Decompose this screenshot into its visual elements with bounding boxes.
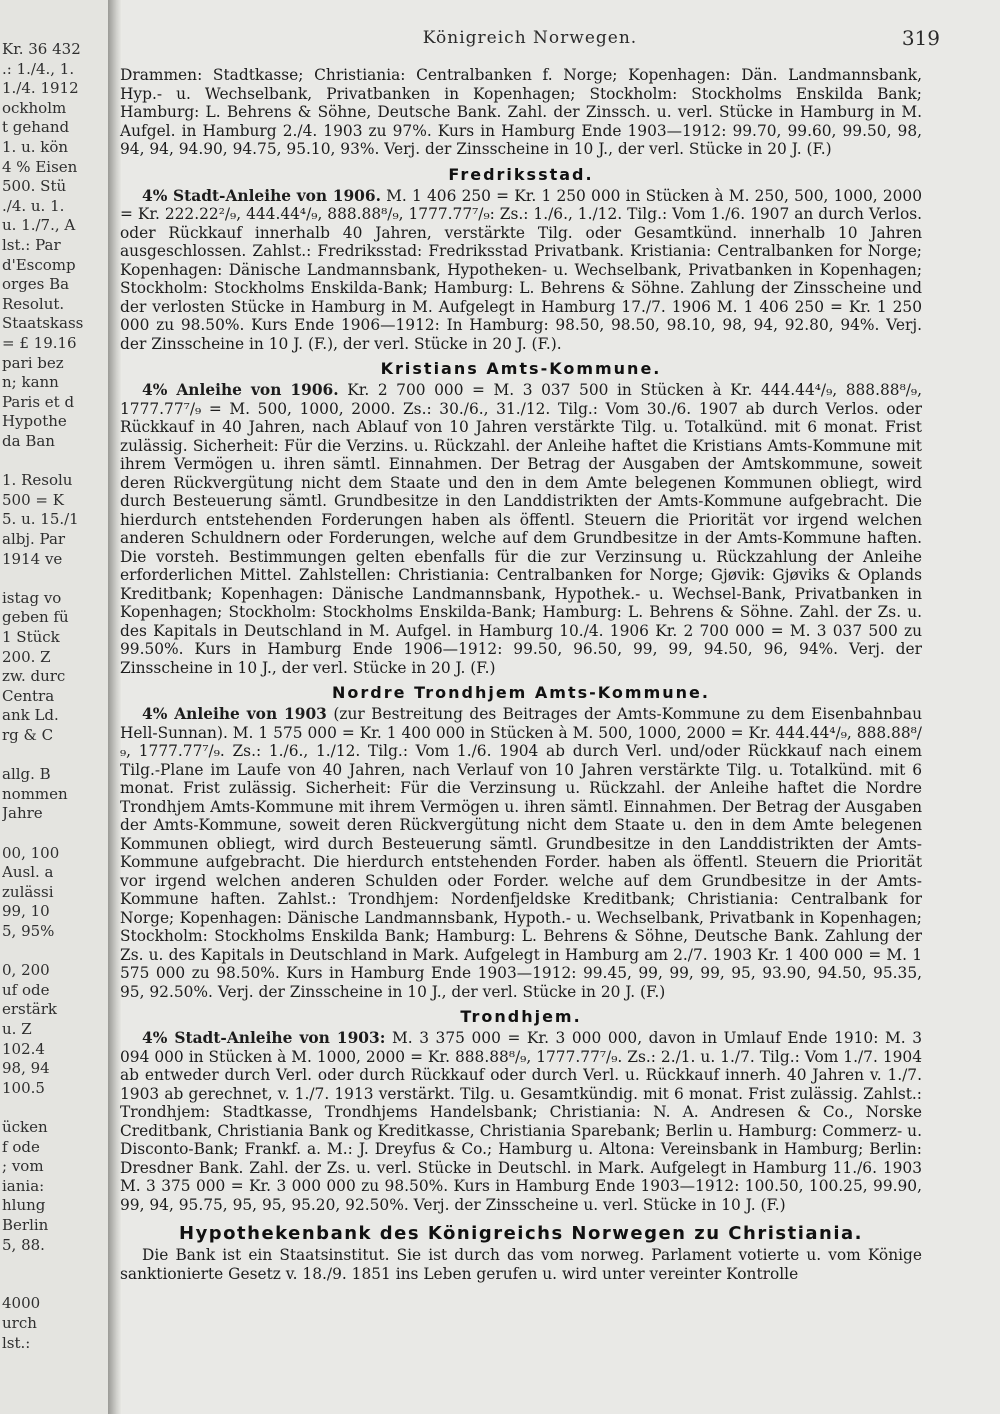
facing-page-line: uf ode bbox=[2, 980, 50, 999]
nordre-paragraph bbox=[120, 705, 922, 1001]
facing-page-line: Ausl. a bbox=[2, 863, 54, 882]
facing-page-line: 1914 ve bbox=[2, 549, 63, 568]
facing-page-line: 4000 bbox=[2, 1294, 41, 1313]
facing-page-line: zulässi bbox=[2, 882, 54, 901]
trondhjem-text: M. 3 375 000 = Kr. 3 000 000, davon in Umlauf Ende 1910: M. 3 094 000 in Stücken à M. 1000, 2000 = Kr. 888.88⁸/₉, 1777.77⁷/₉. Zs.: 2./1. u. 1./7. Tilg.: Vom 1./7. 1904 ab entweder durch Verl. oder durch Rückkauf oder durch Verl. u. Rückkauf innerh. 40 Jahren v. 1./7. 1903 ab gerechnet, v. 1./7. 1913 verstärkt. Tilg. u. Gesamtkündig. mit 6 monat. Frist zulässig. Zahlst.: Trondhjem: Stadtkasse, Trondhjems Handelsbank; Christiania: N. A. Andresen & Co., Norske Creditbank, Christiania Bank og Kreditkasse, Christiania Sparebank; Berlin u. Hamburg: Commerz- u. Disconto-Bank; Frankf. a. M.: J. Dreyfus & Co.; Hamburg u. Altona: Vereinsbank in Hamburg; Berlin: Dresdner Bank. Zahl. der Zs. u. verl. Stücke in Deutschl. in Mark. Aufgelegt in Hamburg 11./6. 1903 M. 3 375 000 = Kr. 3 000 000 zu 98.50%. Kurs in Hamburg Ende 1903—1912: 100.50, 100.25, 99.90, 99, 94, 95.75, 95, 95, 95.20, 92.50%. Verj. der Zinsscheine u. verl. Stücke in 10 J. (F.) bbox=[120, 1029, 922, 1214]
facing-page-line: Staatskass bbox=[2, 314, 84, 333]
facing-page-line: ; vom bbox=[2, 1157, 44, 1176]
facing-page-line: 0, 200 bbox=[2, 961, 50, 980]
facing-page-line: n; kann bbox=[2, 373, 59, 392]
facing-page-line: zw. durc bbox=[2, 667, 66, 686]
section-heading-fredriksstad: Fredriksstad. bbox=[448, 164, 594, 184]
facing-page-line: ücken bbox=[2, 1118, 48, 1136]
facing-page-line: Resolut. bbox=[2, 294, 65, 313]
page-header bbox=[120, 28, 940, 58]
kristians-paragraph bbox=[120, 381, 922, 677]
facing-page-line: 5, 95% bbox=[2, 922, 55, 940]
section-heading-kristians: Kristians Amts-Kommune. bbox=[380, 359, 662, 378]
facing-page-line: urch bbox=[2, 1314, 37, 1332]
facing-page-line: 5. u. 15./1 bbox=[2, 510, 79, 529]
fredriksstad-text: M. 1 406 250 = Kr. 1 250 000 in Stücken à M. 250, 500, 1000, 2000 = Kr. 222.22²/₉, 444.44⁴/₉, 888.88⁸/₉, 1777.77⁷/₉: Zs.: 1./6., 1./12. Tilg.: Vom 1./6. 1907 an durch Verlos. oder Rückkauf innerhalb 40 Jahren, verstärkte Tilg. oder Gesamtkünd. innerhalb 10 Jahren ausgeschlossen. Zahlst.: Fredriksstad: Fredriksstad Privatbank. Kristiania: Centralbanken for Norge; Kopenhagen: Dänische Landmannsbank, Hypotheken- u. Wechselbank, Privatbanken in Kopenhagen; Stockholm: Stockholms Enskilda-Bank; Hamburg: L. Behrens & Söhne. Zahlung der Zinsscheine und der verlosten Stücke in Hamburg in M. Aufgelegt in Hamburg 17./7. 1906 M. 1 406 250 = Kr. 1 250 000 zu 98.50%. Kurs Ende 1906—1912: In Hamburg: 98.50, 98.50, 98.10, 98, 94, 92.80, 94%. Verj. der Zinsscheine in 10 J. (F.), der verl. Stücke in 20 J. (F.). bbox=[120, 186, 922, 353]
facing-page-line: hlung bbox=[2, 1196, 46, 1215]
facing-page-line: 4 % Eisen bbox=[2, 157, 78, 176]
facing-page-line: 1. Resolu bbox=[2, 471, 73, 490]
facing-page-line: 102.4 bbox=[2, 1039, 45, 1058]
facing-page-line: 500 = K bbox=[2, 490, 64, 509]
facing-page-line: 500. Stü bbox=[2, 177, 67, 196]
facing-page-line: albj. Par bbox=[2, 530, 66, 548]
facing-page-line: 5, 88. bbox=[2, 1235, 45, 1254]
intro-paragraph: Drammen: Stadtkasse; Christiania: Centralbanken f. Norge; Kopenhagen: Dän. Landmannsbank, Hyp.- u. Wechselbank, Privatbanken in Kopenhagen; Stockholm: Stockholms Enskilda Bank; Hamburg: L. Behrens & Söhne, Deutsche Bank. Zahl. der Zinssch. u. verl. Stücke in Hamburg in M. Aufgel. in Hamburg 2./4. 1903 zu 97%. Kurs in Hamburg Ende 1903—1912: 99.70, 99.60, 99.50, 98, 94, 94, 94.90, 94.75, 95.10, 93%. Verj. der Zinsscheine in 10 J., der verl. Stücke in 20 J. (F.) bbox=[120, 66, 922, 158]
facing-page-line: Paris et d bbox=[2, 392, 75, 411]
facing-page-line: lst.: Par bbox=[2, 236, 61, 254]
trondhjem-paragraph bbox=[120, 1029, 922, 1214]
facing-page-line: d'Escomp bbox=[2, 255, 76, 274]
facing-page-line: 98, 94 bbox=[2, 1059, 50, 1078]
kristians-text: Kr. 2 700 000 = M. 3 037 500 in Stücken à Kr. 444.44⁴/₉, 888.88⁸/₉, 1777.77⁷/₉ = M. 500, 1000, 2000. Zs.: 30./6., 31./12. Tilg.: Vom 30./6. 1907 ab durch Verlos. oder Rückkauf in 40 Jahren, nach Ablauf von 10 Jahren verstärkte Tilg. u. Totalkünd. mit 6 monat. Frist zulässig. Sicherheit: Für die Verzins. u. Rückzahl. der Anleihe haftet die Kristians Amts-Kommune mit ihrem Vermögen u. ihren sämtl. Einnahmen. Der Betrag der Ausgaben der Amtskommune, soweit deren Rückvergütung nicht dem Staate und den in dem Amte belegenen Kommunen obliegt, wird durch Besteuerung sämtl. Grundbesitze in den Landdistrikten der Amts-Kommune aufgebracht. Die hierdurch entstehenden Forderungen haben als öffentl. Steuern die Priorität vor irgend welchen anderen Schuldnern oder Forderungen, welche auf dem Grundbesitze in der Amts-Kommune haften. Die vorsteh. Bestimmungen gelten ebenfalls für die zur Verzinsung u. Rückzahlung der Anleihe erforderlichen Mittel. Zahlstellen: Christiania: Centralbanken for Norge; Gjøvik: Gjøviks & Oplands Kreditbank; Kopenhagen: Dänische Landmannsbank, Hypothek.- u. Wechsel-Bank, Privatbanken in Kopenhagen; Stockholm: Stockholms Enskilda-Bank; Hamburg: L. Behrens & Söhne. Zahl. der Zs. u. des Kapitals in Deutschland in M. Aufgel. in Hamburg 10./4. 1906 Kr. 2 700 000 = M. 3 037 500 zu 99.50%. Kurs in Hamburg Ende 1906—1912: 99.50, 96.50, 99, 99, 94.50, 96, 94%. Verj. der Zinsscheine in 10 J., der verl. Stücke in 20 J. (F.) bbox=[120, 381, 922, 677]
facing-page-line: istag vo bbox=[2, 588, 62, 607]
facing-page-line: lst.: bbox=[2, 1333, 31, 1352]
facing-page-line: geben fü bbox=[2, 608, 69, 627]
facing-page-line: da Ban bbox=[2, 432, 55, 450]
facing-page-line: Centra bbox=[2, 686, 55, 705]
facing-page-line: iania: bbox=[2, 1176, 45, 1195]
facing-page-line: 1. u. kön bbox=[2, 138, 69, 156]
facing-page-line: Kr. 36 432 bbox=[2, 40, 81, 58]
page-body bbox=[120, 66, 922, 1283]
section-heading-trondhjem: Trondhjem. bbox=[460, 1007, 582, 1026]
facing-page-line: t gehand bbox=[2, 118, 70, 137]
facing-page-line: .: 1./4., 1. bbox=[2, 59, 75, 78]
facing-page-line: 99, 10 bbox=[2, 902, 50, 921]
facing-page-line: u. Z bbox=[2, 1020, 32, 1038]
facing-page-line: 200. Z bbox=[2, 647, 51, 666]
nordre-lead: 4% Anleihe von 1903 bbox=[142, 705, 327, 723]
section-heading-nordre-trondhjem: Nordre Trondhjem Amts-Kommune. bbox=[332, 683, 710, 702]
facing-page-line: Berlin bbox=[2, 1216, 49, 1234]
facing-page-line: f ode bbox=[2, 1137, 40, 1156]
hypothekenbank-paragraph: Die Bank ist ein Staatsinstitut. Sie ist durch das vom norweg. Parlament votierte u. vom Könige sanktionierte Gesetz v. 18./9. 1851 ins Leben gerufen u. wird unter vereinter Kontrolle bbox=[120, 1246, 922, 1283]
facing-page-line: 1./4. 1912 bbox=[2, 79, 79, 98]
facing-page-line: erstärk bbox=[2, 1000, 57, 1019]
facing-page-line: ockholm bbox=[2, 98, 67, 117]
facing-page-line: u. 1./7., A bbox=[2, 216, 76, 235]
facing-page-line: pari bez bbox=[2, 353, 64, 372]
facing-page-line: ./4. u. 1. bbox=[2, 196, 65, 215]
section-heading-hypothekenbank: Hypothekenbank des Königreichs Norwegen zu Christiania. bbox=[179, 1223, 863, 1244]
facing-page-line: rg & C bbox=[2, 726, 54, 744]
facing-page-line: 100.5 bbox=[2, 1078, 45, 1097]
facing-page-line: Jahre bbox=[2, 804, 43, 823]
facing-page-line: nommen bbox=[2, 784, 68, 803]
fredriksstad-lead: 4% Stadt-Anleihe von 1906. bbox=[142, 186, 381, 205]
trondhjem-lead: 4% Stadt-Anleihe von 1903: bbox=[142, 1029, 386, 1047]
facing-page-line: allg. B bbox=[2, 765, 51, 784]
facing-page-line: Hypothe bbox=[2, 412, 67, 431]
facing-page-line: 00, 100 bbox=[2, 843, 60, 862]
facing-page-line: orges Ba bbox=[2, 275, 70, 294]
page-number: 319 bbox=[901, 26, 940, 50]
facing-page-line: 1 Stück bbox=[2, 628, 60, 646]
kristians-lead: 4% Anleihe von 1906. bbox=[142, 381, 339, 399]
facing-page-line: = £ 19.16 bbox=[2, 334, 77, 352]
facing-page-line: ank Ld. bbox=[2, 706, 59, 725]
running-title: Königreich Norwegen. bbox=[422, 28, 638, 48]
nordre-text: (zur Bestreitung des Beitrages der Amts-Kommune zu dem Eisenbahnbau Hell-Sunnan). M. 1 575 000 = Kr. 1 400 000 in Stücken à M. 500, 1000, 2000 = Kr. 444.44⁴/₉, 888.88⁸/₉, 1777.77⁷/₉. Zs.: 1./6., 1./12. Tilg.: Vom 1./6. 1904 ab durch Verl. und/oder Rückkauf nach einem Tilg.-Plane im Laufe von 40 Jahren, nach Verlauf von 10 Jahren verstärkte Tilg. u. Totalkünd. mit 6 monat. Frist zulässig. Sicherheit: Für die Verzinsung u. Rückzahl. der Anleihe haftet die Nordre Trondhjem Amts-Kommune mit ihrem Vermögen u. ihren sämtl. Einnahmen. Der Betrag der Ausgaben der Amts-Kommune, soweit deren Rückvergütung nicht dem Staate u. den in dem Amte belegenen Kommunen obliegt, wird durch Besteuerung sämtl. Grundbesitze in den Landdistrikten der Amts-Kommune aufgebracht. Die hierdurch entstehenden Forder. haben als öffentl. Steuern die Priorität vor irgend welchen anderen Schulden oder Forder. welche auf dem Grundbesitze in der Amts-Kommune haften. Zahlst.: Trondhjem: Nordenfjeldske Kreditbank; Christiania: Centralbank for Norge; Kopenhagen: Dänische Landmannsbank, Hypoth.- u. Wechselbank, Privatbank in Kopenhagen; Stockholm: Stockholms Enskilda Bank; Hamburg: L. Behrens & Söhne, Deutsche Bank. Zahlung der Zs. u. des Kapitals in Deutschland in Mark. Aufgelegt in Hamburg am 2./7. 1903 Kr. 1 400 000 = M. 1 575 000 zu 98.50%. Kurs in Hamburg Ende 1903—1912: 99.45, 99, 99, 99, 95, 93.90, 94.50, 95.35, 95, 92.50%. Verj. der Zinsscheine in 10 J., der verl. Stücke in 20 J. (F.) bbox=[120, 705, 922, 1001]
fredriksstad-paragraph bbox=[120, 187, 922, 354]
facing-page-margin bbox=[0, 0, 109, 1414]
